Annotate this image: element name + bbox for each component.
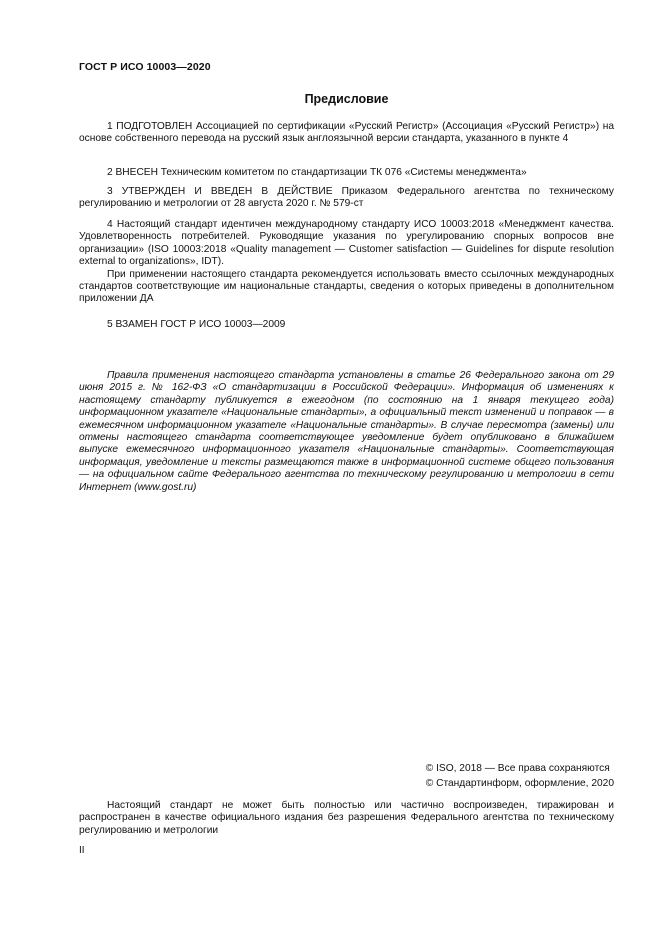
copyright-standartinform: © Стандартинформ, оформление, 2020 bbox=[425, 778, 614, 789]
foreword-item-3 bbox=[79, 186, 614, 211]
standard-application-notice bbox=[79, 370, 614, 494]
notice-text: Правила применения настоящего стандарта установлены в статье 26 Федерального закона от 29 июня 2015 г. № 162-ФЗ «О стандартизации в Российской Федерации». Информация об изменениях к настоящему стандарту публикуется в ежегодном (по состоянию на 1 января текущего года) информационном указателе «Национальные стандарты», а официальный текст изменений и поправок — в ежемесячном информационном указателе «Национальные стандарты». В случае пересмотра (замены) или отмены настоящего стандарта соответствующее уведомление будет опубликовано в ближайшем выпуске ежемесячного информационного указателя «Национальные стандарты». Соответствующая информация, уведомление и тексты размещаются также в информационной системе общего пользования — на официальном сайте Федерального агентства по техническому регулированию и метрологии в сети Интернет (www.gost.ru) bbox=[79, 370, 614, 493]
reproduction-restriction-notice bbox=[79, 800, 614, 837]
document-code-header: ГОСТ Р ИСО 10003—2020 bbox=[79, 61, 211, 73]
foreword-title: Предисловие bbox=[304, 92, 389, 106]
foreword-paragraph: При применении настоящего стандарта рекомендуется использовать вместо ссылочных международных стандартов соответствующие им национальные стандарты, сведения о которых приведены в дополнительном приложении ДА bbox=[79, 268, 614, 305]
foreword-paragraph: 3 УТВЕРЖДЕН И ВВЕДЕН В ДЕЙСТВИЕ Приказом Федерального агентства по техническому регулированию и метрологии от 28 августа 2020 г. № 579-ст bbox=[79, 186, 614, 210]
foreword-item-4 bbox=[79, 219, 614, 306]
foreword-paragraph: 2 ВНЕСЕН Техническим комитетом по стандартизации ТК 076 «Системы менеджмента» bbox=[107, 167, 527, 178]
foreword-item-1 bbox=[79, 121, 614, 146]
footer-text: Настоящий стандарт не может быть полностью или частично воспроизведен, тиражирован и распространен в качестве официального издания без разрешения Федерального агентства по техническому регулированию и метрологии bbox=[79, 800, 614, 836]
foreword-item-5 bbox=[79, 319, 614, 331]
page-number: II bbox=[79, 845, 85, 856]
foreword-paragraph: 1 ПОДГОТОВЛЕН Ассоциацией по сертификации «Русский Регистр» (Ассоциация «Русский Регистр») на основе собственного перевода на русский язык англоязычной версии стандарта, указанного в пункте 4 bbox=[79, 121, 614, 145]
foreword-paragraph: 4 Настоящий стандарт идентичен международному стандарту ИСО 10003:2018 «Менеджмент качества. Удовлетворенность потребителей. Руководящие указания по урегулированию спорных вопросов вне организации» (ISO 10003:2018 «Quality management — Customer satisfaction — Guidelines for dispute resolution external to organizations», IDT). bbox=[79, 219, 614, 268]
copyright-block bbox=[426, 761, 614, 791]
foreword-item-2 bbox=[79, 167, 614, 179]
foreword-paragraph: 5 ВЗАМЕН ГОСТ Р ИСО 10003—2009 bbox=[107, 319, 286, 330]
copyright-iso: © ISO, 2018 — Все права сохраняются bbox=[425, 763, 610, 774]
